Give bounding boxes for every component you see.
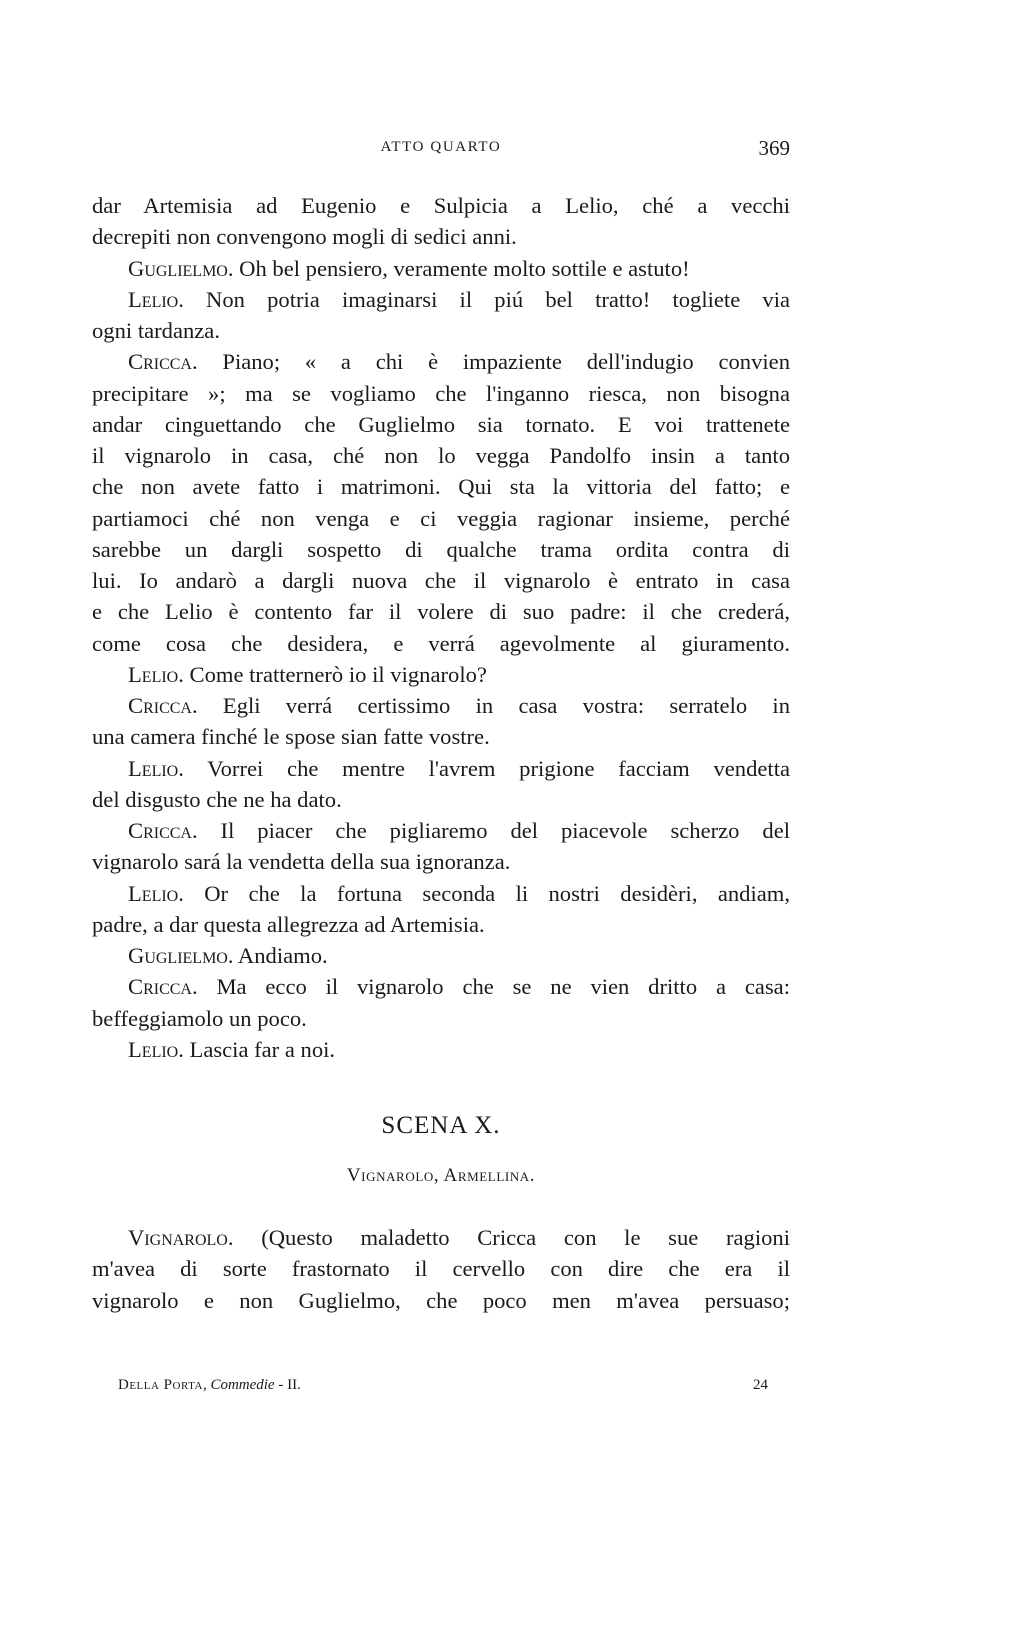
- footer-citation: Della Porta, Commedie - II.: [118, 1377, 301, 1393]
- text-line: padre, a dar questa allegrezza ad Artemisia.: [92, 911, 485, 937]
- speech-line: Guglielmo. Oh bel pensiero, veramente molto sottile e astuto!: [128, 255, 690, 281]
- text-line: una camera finché le spose sian fatte vostre.: [92, 724, 490, 750]
- speech-line: Cricca. Egli verrá certissimo in casa vostra: serratelo in: [128, 693, 790, 718]
- speech-line: Lelio. Come tratternerò io il vignarolo?: [128, 661, 487, 687]
- speaker-name: Lelio: [128, 880, 179, 906]
- speech-line: Lelio. Non potria imaginarsi il piú bel tratto! togliete via: [128, 286, 790, 312]
- text-line: come cosa che desidera, e verrá agevolmente al giuramento.: [92, 630, 790, 656]
- text-line: dar Artemisia ad Eugenio e Sulpicia a Lelio, ché a vecchi: [92, 193, 790, 218]
- speech-line: Lelio. Lascia far a noi.: [128, 1036, 336, 1062]
- speaker-name: Lelio: [128, 286, 179, 312]
- text-line: vignarolo e non Guglielmo, che poco men m'avea persuaso;: [92, 1287, 790, 1313]
- dialogue-body: [92, 190, 790, 1065]
- text-line: ogni tardanza.: [92, 318, 220, 343]
- page-footer: [118, 1377, 768, 1399]
- speaker-name: Guglielmo: [128, 255, 228, 281]
- speech-line: Lelio. Or che la fortuna seconda li nostri desidèri, andiam,: [128, 880, 790, 906]
- running-title: ATTO QUARTO: [380, 139, 502, 155]
- text-line: e che Lelio è contento far il volere di suo padre: il che crederá,: [92, 599, 790, 625]
- speaker-name: Cricca: [128, 974, 192, 1000]
- text-line: decrepiti non convengono mogli di sedici anni.: [92, 224, 517, 250]
- running-head: [92, 136, 790, 160]
- footer-work: Commedie: [210, 1377, 275, 1393]
- signature-mark: 24: [753, 1377, 768, 1393]
- scene-characters: Vignarolo, Armellina.: [346, 1165, 536, 1186]
- speaker-name: Cricca: [128, 693, 192, 718]
- text-line: vignarolo sará la vendetta della sua ignoranza.: [92, 849, 511, 875]
- text-line: il vignarolo in casa, ché non lo vegga Pandolfo insin a tanto: [92, 443, 790, 468]
- text-line: partiamoci ché non venga e ci veggia ragionar insieme, perché: [92, 505, 790, 531]
- text-line: beffeggiamolo un poco.: [92, 1005, 307, 1031]
- speech-line: Guglielmo. Andiamo.: [128, 943, 328, 968]
- speaker-name: Guglielmo: [128, 943, 228, 968]
- footer-volume: - II.: [274, 1377, 301, 1393]
- speech-line: Lelio. Vorrei che mentre l'avrem prigione facciam vendetta: [128, 755, 790, 781]
- speech-line: Cricca. Il piacer che pigliaremo del piacevole scherzo del: [128, 818, 790, 843]
- speech-line: Cricca. Ma ecco il vignarolo che se ne vien dritto a casa:: [128, 974, 790, 1000]
- scene-dialogue: [92, 1222, 790, 1316]
- speaker-name: Lelio: [128, 755, 179, 781]
- text-line: sarebbe un dargli sospetto di qualche trama ordita contra di: [92, 536, 790, 562]
- scene-title: SCENA X.: [381, 1112, 501, 1139]
- speaker-name: Lelio: [128, 661, 179, 687]
- footer-author: Della Porta: [118, 1377, 203, 1393]
- text-line: che non avete fatto i matrimoni. Qui sta la vittoria del fatto; e: [92, 474, 790, 500]
- speaker-name: Cricca: [128, 818, 192, 843]
- page-number: 369: [758, 136, 790, 160]
- text-line: lui. Io andarò a dargli nuova che il vignarolo è entrato in casa: [92, 568, 790, 593]
- speaker-name: Vignarolo: [128, 1225, 228, 1250]
- speaker-name: Cricca: [128, 349, 192, 375]
- text-line: m'avea di sorte frastornato il cervello con dire che era il: [92, 1256, 790, 1282]
- text-line: del disgusto che ne ha dato.: [92, 786, 342, 812]
- speech-line: Cricca. Piano; « a chi è impaziente dell'indugio convien: [128, 349, 790, 375]
- text-line: precipitare »; ma se vogliamo che l'inganno riesca, non bisogna: [92, 380, 790, 406]
- speaker-name: Lelio: [128, 1036, 179, 1062]
- speech-line: Vignarolo. (Questo maladetto Cricca con le sue ragioni: [128, 1225, 790, 1250]
- text-line: andar cinguettando che Guglielmo sia tornato. E voi trattenete: [92, 411, 790, 437]
